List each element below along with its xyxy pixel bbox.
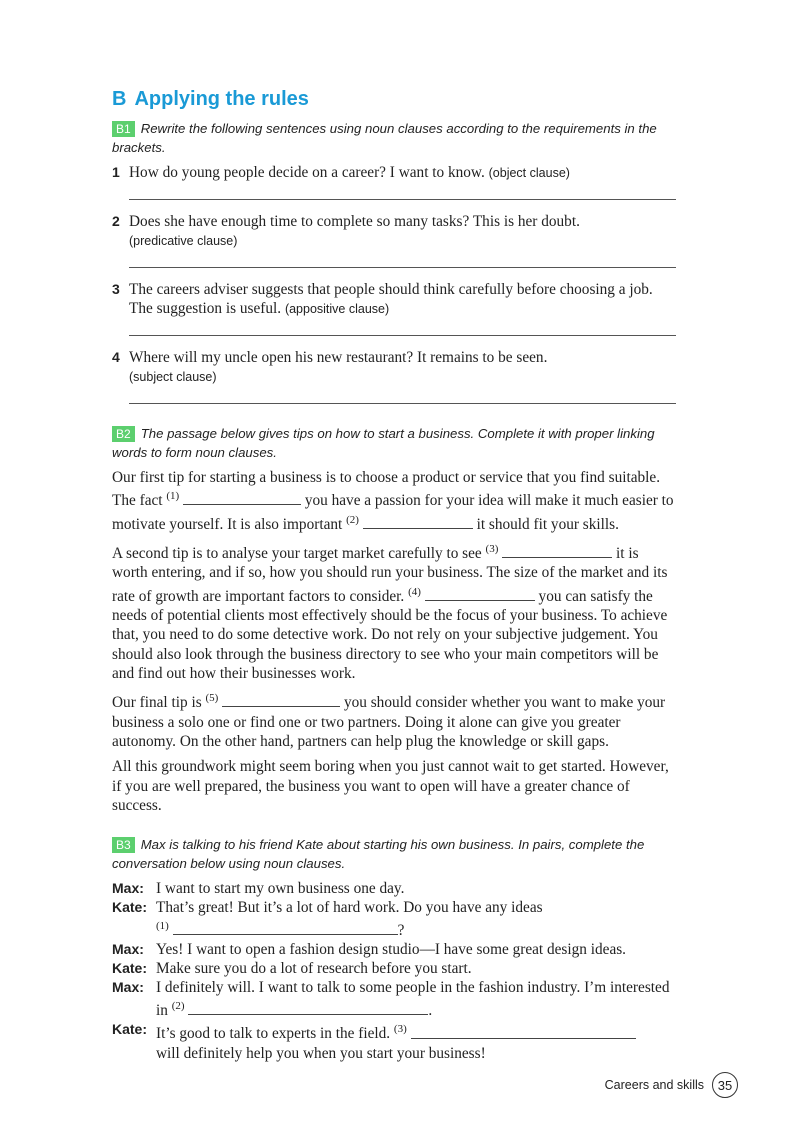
item-number: 4 — [112, 349, 120, 365]
speaker-label: Kate: — [112, 899, 148, 916]
gap-blank[interactable] — [363, 516, 473, 529]
dialog-line — [112, 959, 676, 978]
answer-line[interactable] — [129, 251, 676, 268]
gap-number: (1) — [166, 490, 180, 503]
answer-line[interactable] — [129, 387, 676, 404]
item-text: Does she have enough time to complete so many tasks? This is her doubt. — [129, 213, 580, 230]
item-number: 1 — [112, 164, 120, 180]
text: you have a passion for your idea will make it much easier to motivate yourself. It is also important — [112, 492, 674, 533]
gap-blank[interactable] — [222, 694, 340, 707]
line-text: It’s good to talk to experts in the field. — [156, 1025, 394, 1043]
b1-item-1 — [112, 163, 676, 183]
text: you can satisfy the needs of potential clients most effectively should be the focus of your business. To achieve that, you need to do some detective work. Do not rely on your subjective judgement. You should also look through the business directory to see who your main competitors will be and find out how their businesses work. — [112, 587, 668, 683]
gap-blank[interactable] — [502, 545, 612, 558]
b2-tag: B2 — [112, 426, 135, 442]
b1-instruction — [112, 119, 676, 157]
item-number: 3 — [112, 281, 120, 297]
item-note: (appositive clause) — [284, 302, 390, 316]
b2-paragraph-1 — [112, 468, 676, 534]
gap-blank[interactable] — [188, 1002, 428, 1015]
exercise-b3 — [112, 835, 676, 1062]
gap-blank[interactable] — [411, 1026, 636, 1039]
gap-number: (4) — [408, 585, 421, 598]
text: Our final tip is — [112, 694, 206, 712]
speaker-label: Max: — [112, 880, 144, 897]
b3-instruction — [112, 835, 676, 873]
gap-number: (3) — [393, 1023, 407, 1036]
line-end: will definitely help you when you start your business! — [156, 1044, 486, 1062]
speaker-label: Max: — [112, 979, 144, 996]
b2-instruction-text: The passage below gives tips on how to start a business. Complete it with proper linking words to form noun clauses. — [112, 426, 655, 460]
line-text: That’s great! But it’s a lot of hard work. Do you have any ideas — [156, 899, 543, 917]
exercise-b1 — [112, 119, 676, 404]
gap-number: (5) — [205, 692, 219, 705]
item-text: The careers adviser suggests that people should think carefully before choosing a job. The suggestion is useful. — [129, 281, 653, 317]
dialog-line — [112, 978, 676, 1020]
gap-blank[interactable] — [425, 588, 535, 601]
line-text: I want to start my own business one day. — [156, 880, 405, 898]
text: A second tip is to analyse your target market carefully to see — [112, 545, 486, 563]
answer-line[interactable] — [129, 183, 676, 200]
dialog-line — [112, 898, 676, 940]
dialog-line — [112, 940, 676, 959]
page-number: 35 — [712, 1072, 738, 1098]
footer-label: Careers and skills — [604, 1078, 704, 1092]
gap-blank[interactable] — [173, 922, 398, 935]
dialog-line — [112, 879, 676, 898]
item-note: (subject clause) — [129, 370, 217, 384]
item-note: (object clause) — [488, 166, 570, 180]
gap-blank[interactable] — [183, 492, 301, 505]
b3-instruction-text: Max is talking to his friend Kate about starting his own business. In pairs, complete the conversation below using noun clauses. — [112, 837, 645, 872]
line-text: Make sure you do a lot of research before you start. — [156, 960, 472, 978]
gap-number: (2) — [346, 513, 359, 526]
b2-instruction — [112, 424, 676, 462]
line-text: Yes! I want to open a fashion design studio—I have some great design ideas. — [156, 941, 627, 959]
speaker-label: Max: — [112, 941, 144, 958]
b1-tag: B1 — [112, 121, 135, 137]
gap-number: (1) — [156, 920, 169, 933]
gap-number: (3) — [485, 543, 499, 556]
section-title: Applying the rules — [134, 88, 309, 110]
b1-item-4 — [112, 348, 676, 387]
item-text: How do young people decide on a career? I want to know. — [129, 164, 485, 181]
text: you should consider whether you want to make your business a solo one or find one or two partners. Doing it alone can give you greater autonomy. On the other hand, partners can help plug the knowledge or skill gaps. — [112, 694, 666, 751]
b2-paragraph-2 — [112, 540, 676, 683]
exercise-b2 — [112, 424, 676, 815]
text: Our first tip for starting a business is to choose a product or service that you find suitable. The fact — [112, 469, 661, 510]
b3-tag: B3 — [112, 837, 135, 853]
b2-paragraph-3 — [112, 689, 676, 751]
item-note: (predicative clause) — [129, 234, 238, 248]
dialog-line — [112, 1020, 676, 1062]
section-letter: B — [112, 88, 127, 110]
b1-item-3 — [112, 280, 676, 319]
b1-instruction-text: Rewrite the following sentences using noun clauses according to the requirements in the brackets. — [112, 121, 657, 155]
item-number: 2 — [112, 213, 120, 229]
b2-paragraph-4: All this groundwork might seem boring when you just cannot wait to get started. However, if you are well prepared, the business you want to open will have a greater chance of success. — [112, 758, 669, 814]
answer-line[interactable] — [129, 319, 676, 336]
conversation — [112, 879, 676, 1062]
b1-item-2 — [112, 212, 676, 251]
item-text: Where will my uncle open his new restaurant? It remains to be seen. — [129, 349, 548, 366]
line-end: ? — [397, 922, 405, 940]
speaker-label: Kate: — [112, 960, 148, 977]
page-content — [112, 88, 676, 1063]
page-footer — [605, 1072, 738, 1098]
section-heading — [112, 88, 676, 111]
line-end: . — [428, 1002, 433, 1020]
line-text: I definitely will. I want to talk to some people in the fashion industry. I’m interested in — [156, 979, 670, 1020]
gap-number: (2) — [171, 1000, 185, 1013]
text: it should fit your skills. — [472, 515, 619, 533]
text: it is worth entering, and if so, how you should run your business. The size of the market and its rate of growth are important factors to consider. — [112, 545, 668, 605]
speaker-label: Kate: — [112, 1021, 148, 1038]
